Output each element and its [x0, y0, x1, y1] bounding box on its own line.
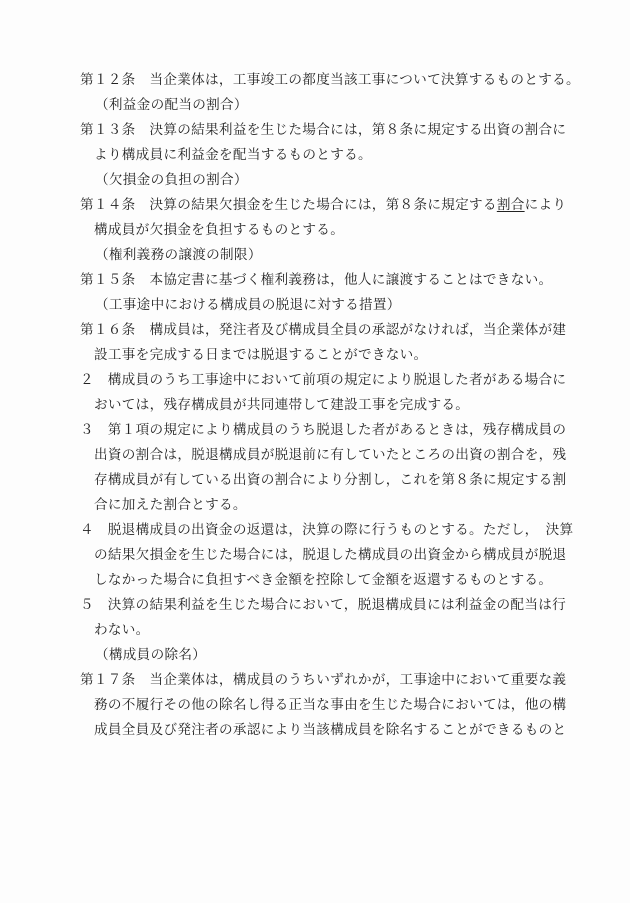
article-14-text-post: により	[524, 197, 567, 213]
heading-loss-burden: （欠損金の負担の割合）	[95, 172, 248, 188]
article-16-para-4: ４ 脱退構成員の出資金の返還は，決算の際に行うものとする。ただし， 決算	[80, 522, 574, 538]
article-16-para-4-continuation-1: の結果欠損金を生じた場合には，脱退した構成員の出資金から構成員が脱退	[94, 547, 567, 563]
article-14-continuation: 構成員が欠損金を負担するものとする。	[94, 222, 345, 238]
article-16-para-5-continuation: わない。	[94, 622, 150, 638]
article-16-continuation: 設工事を完成する日までは脱退することができない。	[94, 347, 428, 363]
article-17-line: 第１７条 当企業体は，構成員のうちいずれかが，工事途中において重要な義	[80, 672, 567, 688]
article-16-para-3-continuation-1: 出資の割合は，脱退構成員が脱退前に有していたところの出資の割合を，残	[94, 447, 567, 463]
article-16-para-4-continuation-2: しなかった場合に負担すべき金額を控除して金額を返還するものとする。	[94, 572, 553, 588]
article-13-continuation: より構成員に利益金を配当するものとする。	[94, 147, 372, 163]
article-16-para-2-continuation: おいては，残存構成員が共同連帯して建設工事を完成する。	[94, 397, 470, 413]
article-16-line: 第１６条 構成員は，発注者及び構成員全員の承認がなければ，当企業体が建	[80, 322, 567, 338]
article-16-para-3-continuation-2: 存構成員が有している出資の割合により分割し，これを第８条に規定する割	[94, 472, 567, 488]
article-15-line: 第１５条 本協定書に基づく権利義務は，他人に譲渡することはできない。	[80, 272, 553, 288]
heading-withdrawal-measures: （工事途中における構成員の脱退に対する措置）	[95, 297, 401, 313]
article-16-para-5: ５ 決算の結果利益を生じた場合において，脱退構成員には利益金の配当は行	[80, 597, 567, 613]
article-14-text-pre: 第１４条 決算の結果欠損金を生じた場合には，第８条に規定する	[80, 197, 497, 213]
heading-transfer-restriction: （権利義務の譲渡の制限）	[95, 247, 262, 263]
underlined-term: 割合	[496, 197, 525, 213]
article-14-line	[80, 193, 567, 218]
article-16-para-3: ３ 第１項の規定により構成員のうち脱退した者があるときは，残存構成員の	[80, 422, 567, 438]
article-16-para-3-continuation-3: 合に加えた割合とする。	[94, 497, 247, 513]
document-page	[80, 68, 580, 743]
article-16-para-2: ２ 構成員のうち工事途中において前項の規定により脱退した者がある場合に	[80, 372, 567, 388]
article-13-line: 第１３条 決算の結果利益を生じた場合には，第８条に規定する出資の割合に	[80, 122, 567, 138]
article-12-line: 第１２条 当企業体は，工事竣工の都度当該工事について決算するものとする。	[80, 72, 580, 88]
article-17-continuation-2: 成員全員及び発注者の承認により当該構成員を除名することができるものと	[94, 722, 567, 738]
heading-member-expulsion: （構成員の除名）	[95, 647, 207, 663]
article-17-continuation-1: 務の不履行その他の除名し得る正当な事由を生じた場合においては，他の構	[94, 697, 567, 713]
heading-profit-distribution: （利益金の配当の割合）	[95, 97, 248, 113]
